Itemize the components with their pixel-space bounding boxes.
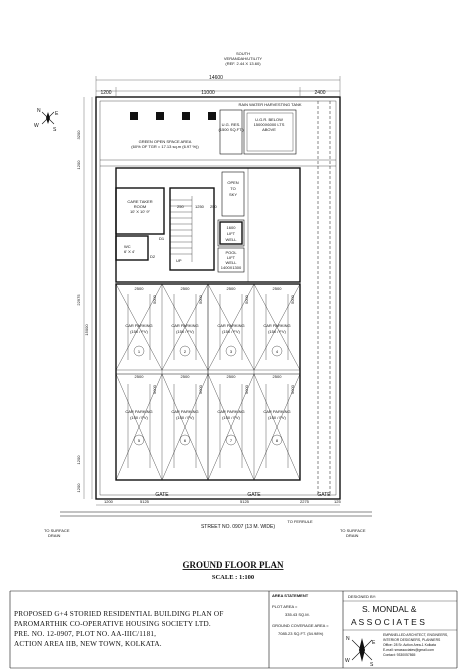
compass-b-s: S: [370, 662, 374, 668]
dim-left-d: 1200: [76, 483, 81, 493]
top-annotation-3: (REF. 2.44 X 13.60): [225, 61, 261, 66]
area-statement-title: AREA STATEMENT: [272, 593, 309, 598]
plot-area-label: PLOT AREA =: [272, 604, 298, 609]
project-desc-line4: ACTION AREA IIB, NEW TOWN, KOLKATA.: [14, 640, 162, 648]
dim-left-main: 22975: [76, 294, 81, 306]
plan-title: GROUND FLOOR PLAN: [182, 560, 284, 570]
car-num-4: 4: [275, 349, 279, 354]
ots-3: SKY: [228, 192, 238, 197]
car-sub-3: (150 / FV): [222, 329, 240, 334]
firm-name-line1: S. MONDAL &: [362, 604, 417, 614]
car-dim-l-4: 5000: [290, 295, 295, 304]
car-sub-8: (150 / FV): [268, 415, 286, 420]
car-dim-w-1: 2500: [134, 286, 144, 291]
wc-label1: WC: [124, 244, 131, 249]
stair-dim-2: 1250: [195, 204, 204, 209]
green-area-label: GREEN OPEN SPACE AREA: [138, 139, 192, 144]
compass-s: S: [53, 127, 57, 133]
project-description: [14, 609, 266, 649]
car-label-5: CAR PARKING: [125, 409, 153, 414]
dim-bottom-5: 125: [334, 499, 341, 504]
rwh-pit-4: [208, 112, 216, 120]
car-num-8: 8: [275, 438, 279, 443]
car-dim-w-8: 2500: [272, 374, 282, 379]
dim-top-right: 2400: [314, 90, 326, 96]
lift-label1: LIFT: [226, 231, 236, 236]
ground-coverage-label: GROUND COVERAGE AREA =: [272, 623, 329, 628]
door-d2: D2: [150, 254, 156, 259]
gate-1: GATE: [155, 492, 169, 498]
ug-res-line2: (1500 SQ.FT.): [218, 127, 244, 132]
car-sub-7: (150 / FV): [222, 415, 240, 420]
dim-bottom-1: 1200: [104, 499, 113, 504]
firm-detail-4: E-mail: smassociates@gmail.com: [383, 648, 434, 652]
pool-lift-l2: LIFT: [226, 255, 236, 260]
firm-detail-3: Office: 28 Sr. Action Area-1 Kolkata: [383, 643, 436, 647]
car-dim-l-7: 5000: [244, 385, 249, 394]
dim-left-a: 1200: [76, 160, 81, 170]
wc-room: [116, 236, 148, 260]
car-num-5: 5: [137, 438, 141, 443]
car-num-7: 7: [229, 438, 233, 443]
dim-left-b: 15000: [84, 324, 89, 336]
lift-label2: WELL: [225, 237, 237, 242]
compass-b-w: W: [345, 658, 350, 664]
car-dim-l-3: 5000: [244, 295, 249, 304]
gate-3: GATE: [317, 492, 331, 498]
car-sub-2: (150 / FV): [176, 329, 194, 334]
car-dim-l-8: 5000: [290, 385, 295, 394]
car-parking-6: [162, 374, 208, 480]
compass-bottom: [345, 636, 376, 668]
car-num-1: 1: [137, 349, 141, 354]
car-parking-1: [116, 284, 162, 370]
car-parking-7: [208, 374, 254, 480]
car-label-3: CAR PARKING: [217, 323, 245, 328]
green-area-sub: (60% OF TGR = 17.13 sq.m (6.97 %)): [131, 144, 199, 149]
caretaker-label3: 10' X 10' 9": [129, 209, 151, 214]
plan-scale: SCALE : 1:100: [211, 574, 255, 581]
lift-dim: 1600: [226, 225, 236, 230]
stair-dim-1: 250: [177, 204, 184, 209]
dim-left-c: 1200: [76, 455, 81, 465]
firm-detail-1: EMPANELLED ARCHITECT, ENGINEERS,: [383, 633, 449, 637]
stair-dim-3: 250: [210, 204, 217, 209]
pool-lift-l3: WELL: [225, 260, 237, 265]
car-sub-4: (150 / FV): [268, 329, 286, 334]
car-num-2: 2: [183, 349, 187, 354]
door-d1: D1: [159, 236, 165, 241]
car-label-7: CAR PARKING: [217, 409, 245, 414]
compass-b-e: E: [372, 640, 376, 646]
dim-left-top: 3200: [76, 130, 81, 140]
car-dim-w-6: 2500: [180, 374, 190, 379]
car-num-6: 6: [183, 438, 187, 443]
car-sub-6: (150 / FV): [176, 415, 194, 420]
car-dim-w-4: 2500: [272, 286, 282, 291]
dim-bottom-3: 5125: [240, 499, 249, 504]
dim-top-middle: 11000: [201, 90, 215, 96]
firm-detail-2: INTERIOR DESIGNERS, PLANNERS: [383, 638, 441, 642]
top-annotation-1: SOUTH: [236, 51, 250, 56]
drain-right-1: TO SURFACE: [340, 528, 366, 533]
dim-overall-width: 14600: [209, 75, 223, 81]
car-dim-w-5: 2500: [134, 374, 144, 379]
caretaker-label2: ROOM: [133, 204, 147, 209]
car-sub-1: (150 / FV): [130, 329, 148, 334]
to-ferrule: TO FERRULE: [287, 519, 313, 524]
car-parking-2: [162, 284, 208, 370]
firm-name-line2: A S S O C I A T E S: [351, 617, 425, 627]
car-label-2: CAR PARKING: [171, 323, 199, 328]
compass-n: N: [37, 108, 41, 114]
rwh-pit-2: [156, 112, 164, 120]
ots-2: TO: [230, 186, 236, 191]
drain-right-2: DRAIN: [346, 533, 359, 538]
car-parking-8: [254, 374, 300, 480]
plot-area-value: 335.43 SQ.M.: [285, 612, 310, 617]
drain-left-1: TO SURFACE: [44, 528, 70, 533]
rwh-pit-3: [182, 112, 190, 120]
firm-detail-5: Contact: 9330057865: [383, 653, 416, 657]
car-dim-w-2: 2500: [180, 286, 190, 291]
ug-tank-line2: 15000X6000 LTS: [253, 122, 285, 127]
car-label-6: CAR PARKING: [171, 409, 199, 414]
ug-res-line1: U.G. RES.: [221, 122, 241, 127]
ug-tank-line3: ABOVE: [262, 127, 276, 132]
drain-left-2: DRAIN: [48, 533, 61, 538]
pool-lift-l1: POOL: [225, 250, 237, 255]
top-annotation-2: VERANDAH/UTILITY: [223, 56, 263, 61]
rwh-tank: [220, 110, 242, 154]
gate-2: GATE: [247, 492, 261, 498]
ug-tank-line1: U.G.R. BELOW: [255, 117, 283, 122]
car-parking-4: [254, 284, 300, 370]
car-dim-l-5: 5000: [152, 385, 157, 394]
stair-up-label: UP: [176, 258, 182, 263]
ots-1: OPEN: [227, 180, 239, 185]
project-desc-line1: PROPOSED G+4 STORIED RESIDENTIAL BUILDING PLAN OF: [14, 610, 224, 618]
car-dim-l-2: 5000: [198, 295, 203, 304]
car-label-8: CAR PARKING: [263, 409, 291, 414]
rwh-pit-1: [130, 112, 138, 120]
building-core: [116, 168, 300, 282]
car-dim-w-3: 2500: [226, 286, 236, 291]
wc-label2: 6' X 4': [124, 249, 135, 254]
car-parking-3: [208, 284, 254, 370]
street-label: STREET NO. 0907 (13 M. WIDE): [200, 524, 276, 530]
dim-bottom-4: 2275: [300, 499, 309, 504]
car-num-3: 3: [229, 349, 233, 354]
ground-coverage-value: 7085.23 SQ.FT. (54.98%): [278, 631, 324, 636]
project-desc-line2: PAROMARTHIK CO-OPERATIVE HOUSING SOCIETY LTD.: [14, 620, 211, 628]
designed-by-label: DESIGNED BY:: [348, 594, 377, 599]
dim-bottom-2: 5125: [140, 499, 149, 504]
car-dim-w-7: 2500: [226, 374, 236, 379]
project-desc-line3: PRE. NO. 12-0907, PLOT NO. AA-IIIC/1181,: [14, 630, 157, 638]
car-label-4: CAR PARKING: [263, 323, 291, 328]
compass-top: [34, 108, 59, 133]
car-label-1: CAR PARKING: [125, 323, 153, 328]
compass-w: W: [34, 123, 39, 129]
caretaker-label1: CARE TAKER: [127, 199, 153, 204]
car-dim-l-1: 5000: [152, 295, 157, 304]
compass-e: E: [55, 111, 59, 117]
pool-lift-l4: 1400X1300: [220, 265, 242, 270]
plot-boundary: [96, 97, 340, 499]
dim-top-left: 1200: [100, 90, 112, 96]
car-dim-l-6: 5000: [198, 385, 203, 394]
car-parking-5: [116, 374, 162, 480]
compass-b-n: N: [346, 636, 350, 642]
rainwater-tank-label: RAIN WATER HARVESTING TANK: [238, 102, 302, 107]
car-sub-5: (150 / FV): [130, 415, 148, 420]
